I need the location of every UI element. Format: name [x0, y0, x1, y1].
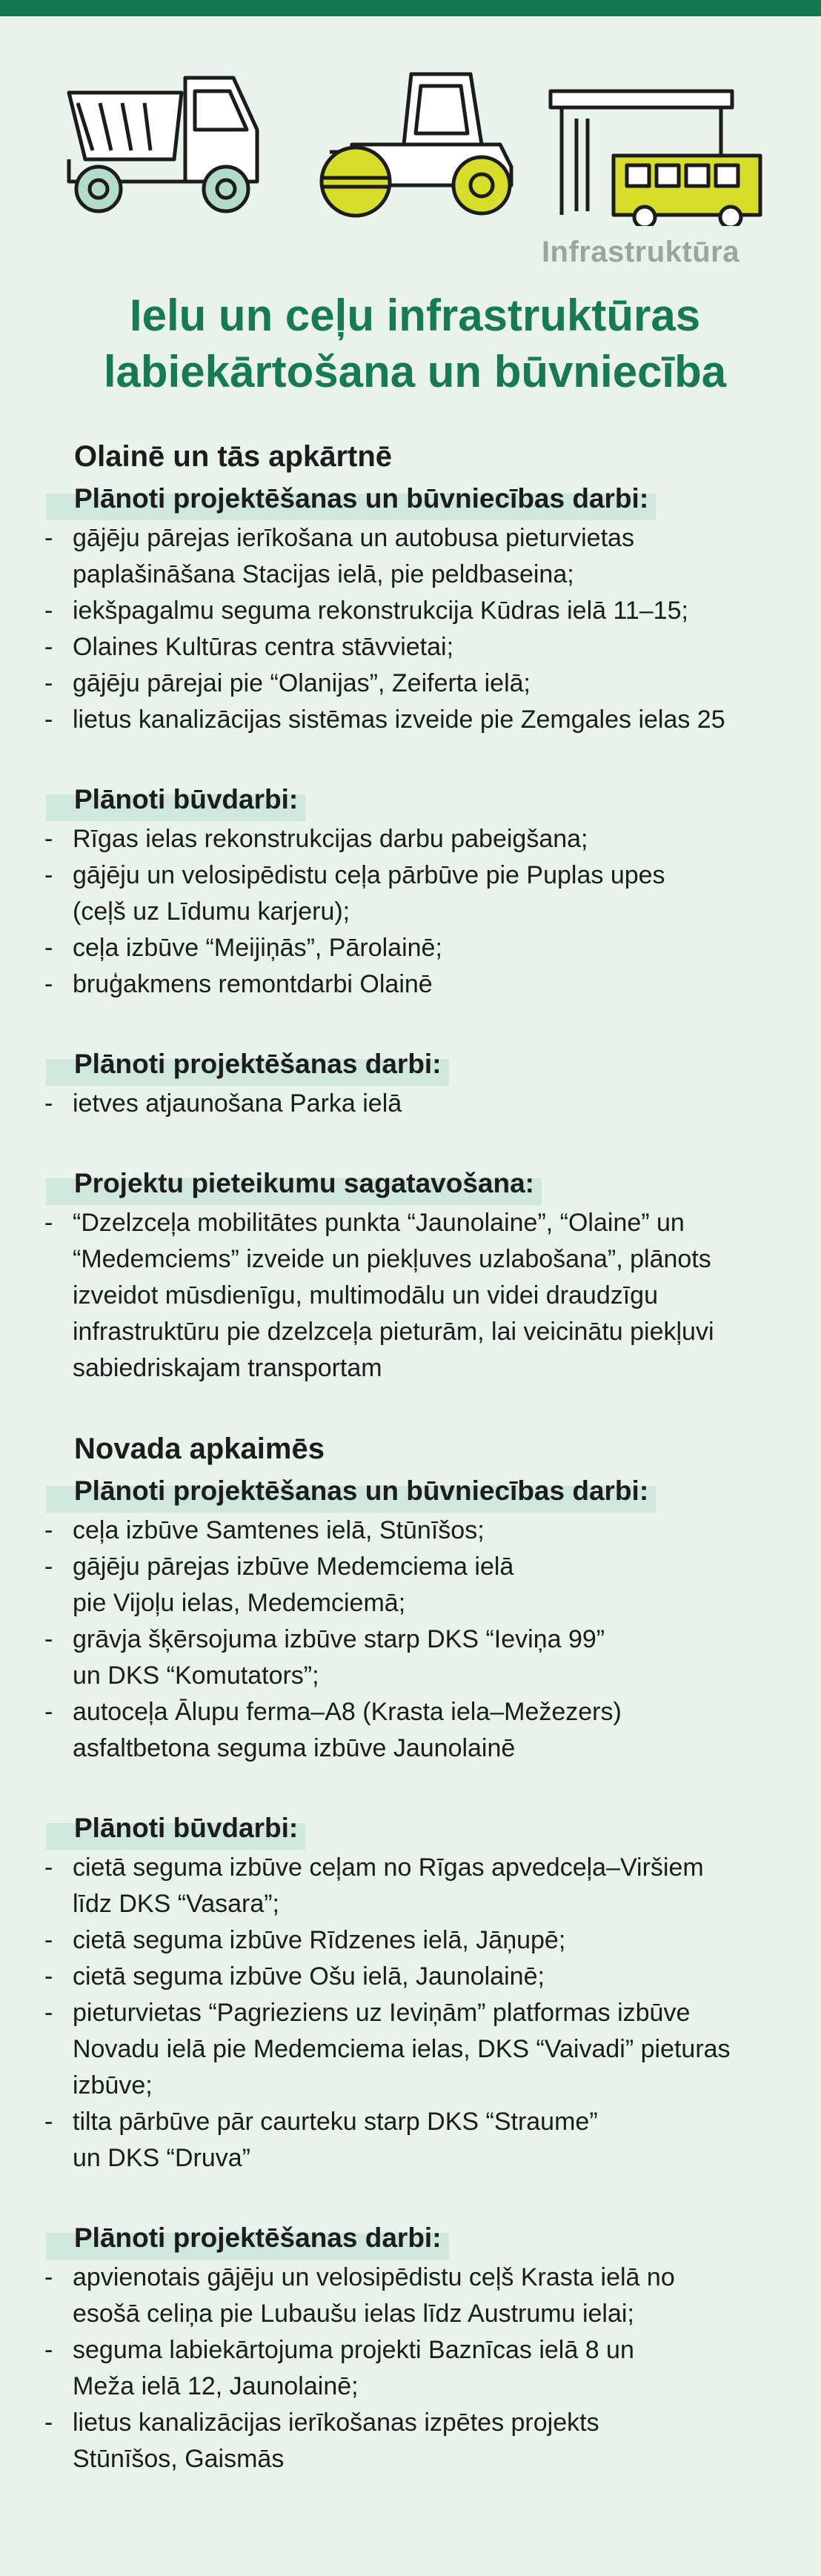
work-group	[44, 1810, 778, 2177]
list-item	[44, 520, 778, 593]
list-item-line: asfaltbetona seguma izbūve Jaunolainē	[73, 1734, 516, 1762]
list-item-line: gājēju un velosipēdistu ceļa pārbūve pie Puplas upes	[73, 861, 665, 889]
list-item-line: lietus kanalizācijas ierīkošanas izpētes projekts	[73, 2409, 599, 2437]
list-item-line: izveidot mūsdienīgu, multimodālu un videi draudzīgu	[73, 1281, 659, 1309]
list-item	[44, 2260, 778, 2332]
list-item-line: ceļa izbūve Samtenes ielā, Stūnīšos;	[73, 1516, 485, 1544]
group-heading	[74, 480, 653, 517]
list-item	[44, 966, 778, 1003]
group-heading-text: Plānoti projektēšanas darbi:	[74, 2223, 442, 2253]
work-group	[44, 2220, 778, 2477]
title-line: Ielu un ceļu infrastruktūras	[129, 291, 701, 340]
group-heading-text: Plānoti projektēšanas darbi:	[74, 1049, 442, 1079]
item-list	[44, 1850, 778, 2177]
list-item-line: ietves atjaunošana Parka ielā	[73, 1089, 402, 1118]
list-item-line: cietā seguma izbūve ceļam no Rīgas apvedceļa–Viršiem	[73, 1853, 704, 1882]
group-heading	[74, 2220, 446, 2257]
dump-truck-icon	[63, 70, 270, 222]
list-item	[44, 1205, 778, 1387]
list-item-line: pieturvietas “Pagrieziens uz Ieviņām” platformas izbūve	[73, 1999, 691, 2027]
item-list	[44, 520, 778, 738]
list-item-line: un DKS “Komutators”;	[73, 1662, 319, 1690]
list-item	[44, 1621, 778, 1694]
work-group	[44, 781, 778, 1003]
road-roller-icon	[308, 67, 530, 222]
bus-stop-icon	[547, 85, 769, 226]
article-content	[44, 437, 778, 2520]
work-group	[44, 1046, 778, 1122]
group-heading-text: Plānoti projektēšanas un būvniecības darbi:	[74, 483, 649, 514]
list-item-line: Rīgas ielas rekonstrukcijas darbu pabeigšana;	[73, 825, 588, 853]
group-heading	[74, 1046, 446, 1083]
list-item-line: esošā celiņa pie Lubaušu ielas līdz Austrumu ielai;	[73, 2300, 634, 2328]
group-heading	[74, 1473, 653, 1510]
list-item-line: gājēju pārejas izbūve Medemciema ielā	[73, 1553, 514, 1581]
list-item-line: cietā seguma izbūve Rīdzenes ielā, Jāņupē;	[73, 1926, 566, 1954]
group-heading	[74, 781, 302, 818]
list-item-line: sabiedriskajam transportam	[73, 1354, 382, 1382]
area-section	[44, 437, 778, 1387]
list-item	[44, 593, 778, 629]
section-tag: Infrastruktūra	[541, 236, 739, 268]
item-list	[44, 1513, 778, 1767]
list-item-line: un DKS “Druva”	[73, 2144, 250, 2172]
illustrations	[0, 67, 821, 237]
top-bar	[0, 0, 821, 16]
item-list	[44, 821, 778, 1003]
area-section	[44, 1430, 778, 2477]
title-line: labiekārtošana un būvniecība	[103, 347, 727, 396]
list-item-line: izbūve;	[73, 2071, 153, 2099]
list-item-line: cietā seguma izbūve Ošu ielā, Jaunolainē;	[73, 1962, 545, 1991]
list-item-line: gājēju pārejai pie “Olanijas”, Zeiferta ielā;	[73, 669, 531, 697]
list-item	[44, 629, 778, 665]
list-item-line: bruģakmens remontdarbi Olainē	[73, 970, 433, 998]
list-item-line: iekšpagalmu seguma rekonstrukcija Kūdras ielā 11–15;	[73, 597, 688, 625]
item-list	[44, 2260, 778, 2477]
list-item	[44, 821, 778, 857]
list-item	[44, 1850, 778, 1922]
group-heading	[74, 1165, 539, 1202]
list-item-line: līdz DKS “Vasara”;	[73, 1890, 280, 1918]
work-group	[44, 1165, 778, 1387]
list-item-line: infrastruktūru pie dzelzceļa pieturām, lai veicinātu piekļuvi	[73, 1318, 714, 1346]
work-group	[44, 1473, 778, 1767]
list-item-line: “Dzelzceļa mobilitātes punkta “Jaunolaine”, “Olaine” un	[73, 1209, 685, 1237]
item-list	[44, 1205, 778, 1387]
list-item-line: (ceļš uz Līdumu karjeru);	[73, 897, 350, 926]
list-item	[44, 2332, 778, 2405]
list-item-line: gājēju pārejas ierīkošana un autobusa pieturvietas	[73, 524, 634, 552]
list-item	[44, 1086, 778, 1122]
page-title	[52, 288, 778, 400]
list-item	[44, 1549, 778, 1621]
item-list	[44, 1086, 778, 1122]
list-item	[44, 930, 778, 966]
list-item	[44, 702, 778, 738]
group-heading-text: Plānoti projektēšanas un būvniecības darbi:	[74, 1475, 649, 1506]
area-title: Novada apkaimēs	[74, 1433, 325, 1465]
group-heading	[74, 1810, 302, 1847]
area-title: Olainē un tās apkārtnē	[74, 440, 393, 473]
list-item-line: paplašināšana Stacijas ielā, pie peldbaseina;	[73, 560, 574, 588]
list-item	[44, 1959, 778, 1995]
list-item-line: pie Vijoļu ielas, Medemciemā;	[73, 1589, 406, 1617]
group-heading-text: Plānoti būvdarbi:	[74, 784, 299, 814]
work-group	[44, 480, 778, 738]
list-item-line: Novadu ielā pie Medemciema ielas, DKS “Vaivadi” pieturas	[73, 2035, 731, 2063]
list-item-line: “Medemciems” izveide un piekļuves uzlabošana”, plānots	[73, 1245, 711, 1273]
list-item-line: lietus kanalizācijas sistēmas izveide pie Zemgales ielas 25	[73, 706, 725, 734]
list-item-line: seguma labiekārtojuma projekti Baznīcas ielā 8 un	[73, 2336, 634, 2364]
list-item-line: grāvja šķērsojuma izbūve starp DKS “Ieviņa 99”	[73, 1625, 605, 1653]
list-item	[44, 857, 778, 930]
list-item	[44, 2405, 778, 2477]
list-item-line: Meža ielā 12, Jaunolainē;	[73, 2372, 359, 2400]
list-item-line: Stūnīšos, Gaismās	[73, 2445, 285, 2473]
list-item-line: Olaines Kultūras centra stāvvietai;	[73, 633, 454, 661]
list-item	[44, 1694, 778, 1767]
list-item	[44, 665, 778, 702]
group-heading-text: Projektu pieteikumu sagatavošana:	[74, 1168, 534, 1198]
list-item-line: tilta pārbūve pār caurteku starp DKS “Straume”	[73, 2108, 598, 2136]
list-item-line: ceļa izbūve “Meijiņās”, Pārolainē;	[73, 934, 442, 962]
group-heading-text: Plānoti būvdarbi:	[74, 1813, 299, 1843]
list-item-line: apvienotais gājēju un velosipēdistu ceļš Krasta ielā no	[73, 2263, 675, 2291]
list-item	[44, 1995, 778, 2104]
list-item	[44, 2104, 778, 2177]
list-item	[44, 1922, 778, 1959]
list-item	[44, 1513, 778, 1549]
list-item-line: autoceļa Ālupu ferma–A8 (Krasta iela–Mežezers)	[73, 1698, 622, 1726]
